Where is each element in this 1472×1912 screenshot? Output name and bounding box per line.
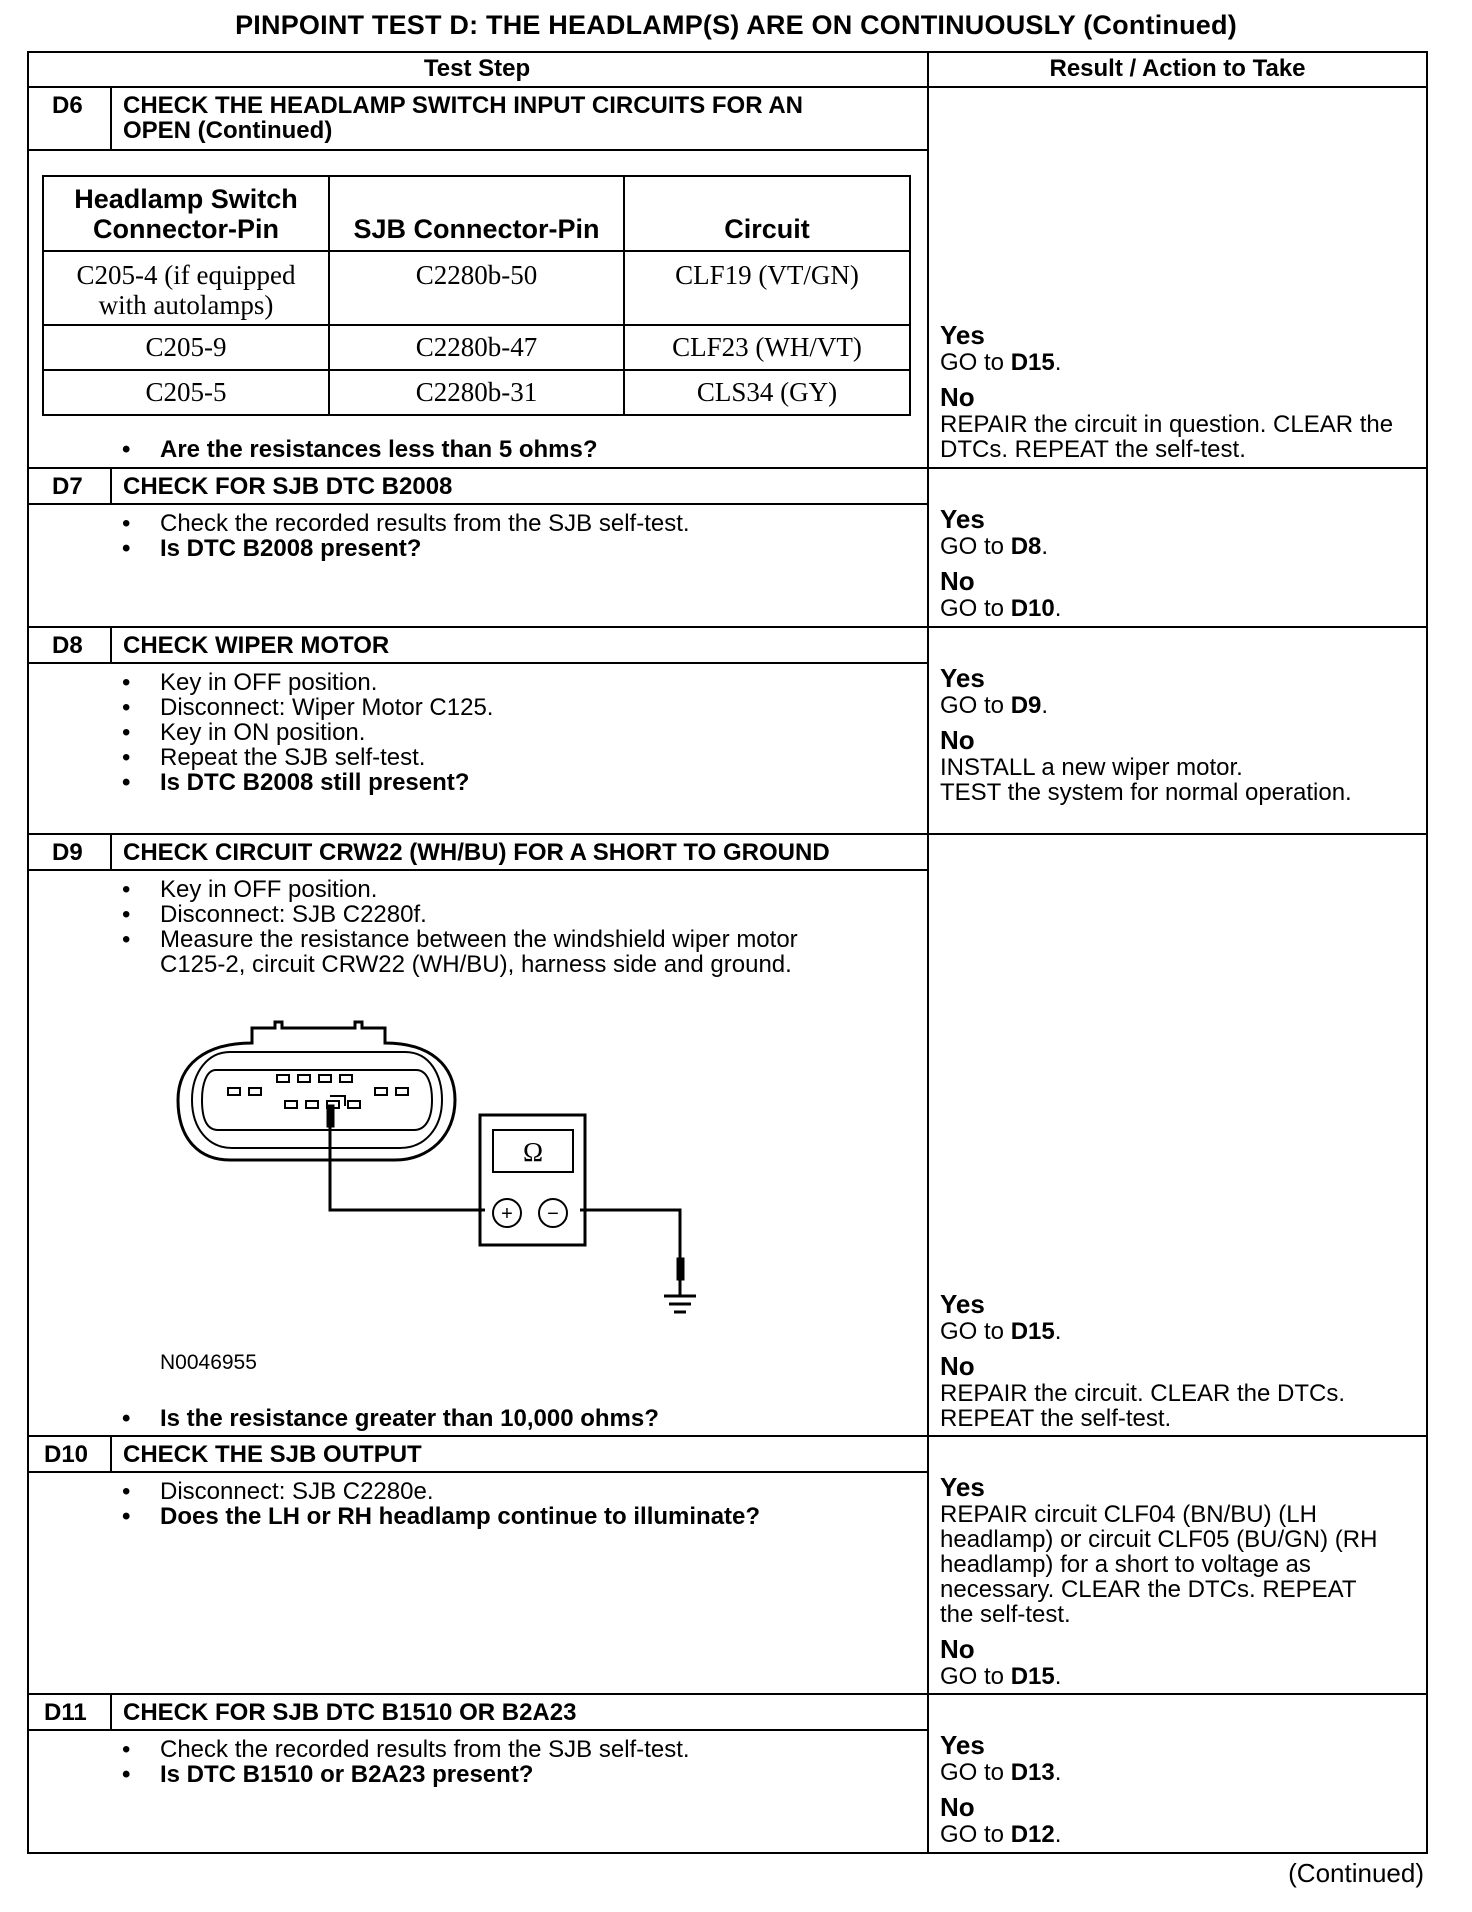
- result-no-action-line2: TEST the system for normal operation.: [940, 779, 1352, 806]
- pin-cell: C2280b-50: [329, 251, 624, 325]
- pin-cell: CLF19 (VT/GN): [624, 251, 910, 325]
- result-no-label: No: [940, 1351, 975, 1381]
- result-yes-action: GO to D13.: [940, 1759, 1062, 1786]
- step-question-d10: • Does the LH or RH headlamp continue to illuminate?: [122, 1503, 761, 1530]
- result-no-label: No: [940, 382, 975, 412]
- test-lead-positive: [330, 1126, 485, 1210]
- result-no-label: No: [940, 1792, 975, 1822]
- result-no-action-line2: DTCs. REPEAT the self-test.: [940, 436, 1246, 463]
- result-no-label: No: [940, 1634, 975, 1664]
- step-instruction: • Measure the resistance between the windshield wiper motor: [122, 926, 798, 953]
- step-heading-d6: CHECK THE HEADLAMP SWITCH INPUT CIRCUITS FOR AN: [123, 92, 803, 119]
- result-yes-label: Yes: [940, 1472, 985, 1502]
- result-no-action: REPAIR the circuit in question. CLEAR the: [940, 411, 1394, 438]
- step-instruction: • Check the recorded results from the SJB self-test.: [122, 1736, 690, 1763]
- ohm-icon: Ω: [522, 1137, 544, 1167]
- step-question-d11: • Is DTC B1510 or B2A23 present?: [122, 1761, 534, 1788]
- result-no-action: GO to D12.: [940, 1821, 1062, 1848]
- plus-icon: +: [501, 1203, 513, 1225]
- result-yes-action-line: necessary. CLEAR the DTCs. REPEAT: [940, 1576, 1357, 1603]
- result-yes-action: GO to D8.: [940, 533, 1049, 560]
- step-question-d9: • Is the resistance greater than 10,000 ohms?: [122, 1405, 659, 1432]
- result-no-label: No: [940, 725, 975, 755]
- result-yes-action: GO to D15.: [940, 349, 1062, 376]
- step-heading-d10: CHECK THE SJB OUTPUT: [123, 1441, 422, 1468]
- step-id-d6: D6: [52, 92, 83, 119]
- step-instruction: • Key in ON position.: [122, 719, 366, 746]
- result-yes-action-line: the self-test.: [940, 1601, 1071, 1628]
- ground-icon: [664, 1296, 696, 1312]
- result-yes-label: Yes: [940, 1289, 985, 1319]
- minus-icon: −: [547, 1203, 559, 1225]
- result-no-label: No: [940, 566, 975, 596]
- step-id-d10: D10: [44, 1441, 89, 1468]
- step-instruction: • Disconnect: Wiper Motor C125.: [122, 694, 494, 721]
- figure-id: N0046955: [160, 1351, 257, 1374]
- step-heading-d9: CHECK CIRCUIT CRW22 (WH/BU) FOR A SHORT TO GROUND: [123, 839, 830, 866]
- column-header-result: Result / Action to Take: [1049, 55, 1306, 82]
- result-yes-label: Yes: [940, 663, 985, 693]
- result-no-action: INSTALL a new wiper motor.: [940, 754, 1243, 781]
- test-lead-negative: [580, 1210, 680, 1260]
- pin-cell: C205-5: [43, 370, 329, 415]
- step-id-d7: D7: [52, 473, 83, 500]
- pin-table-header-switch: Headlamp Switch Connector-Pin: [43, 176, 329, 251]
- step-instruction: • Disconnect: SJB C2280f.: [122, 901, 427, 928]
- result-yes-label: Yes: [940, 1730, 985, 1760]
- result-yes-action: GO to D9.: [940, 692, 1049, 719]
- step-question-d8: • Is DTC B2008 still present?: [122, 769, 470, 796]
- pin-cell: C2280b-31: [329, 370, 624, 415]
- connector-body: [178, 1022, 455, 1160]
- step-instruction-line2: C125-2, circuit CRW22 (WH/BU), harness side and ground.: [160, 951, 792, 978]
- step-question-d6: • Are the resistances less than 5 ohms?: [122, 436, 598, 463]
- pin-cell: CLF23 (WH/VT): [624, 325, 910, 370]
- step-heading-d6-line2: OPEN (Continued): [123, 117, 333, 144]
- result-yes-action-line: headlamp) or circuit CLF05 (BU/GN) (RH: [940, 1526, 1378, 1553]
- step-heading-d8: CHECK WIPER MOTOR: [123, 632, 390, 659]
- result-no-action: REPAIR the circuit. CLEAR the DTCs.: [940, 1380, 1345, 1407]
- step-instruction: • Check the recorded results from the SJB self-test.: [122, 510, 690, 537]
- result-yes-label: Yes: [940, 504, 985, 534]
- pin-table-header-circuit: Circuit: [624, 176, 910, 251]
- step-instruction: • Key in OFF position.: [122, 876, 378, 903]
- pin-cell: C205-4 (if equipped with autolamps): [43, 251, 329, 325]
- step-instruction: • Disconnect: SJB C2280e.: [122, 1478, 434, 1505]
- column-header-test-step: Test Step: [423, 55, 531, 82]
- pin-cell: C205-9: [43, 325, 329, 370]
- pin-table-header-sjb: SJB Connector-Pin: [329, 176, 624, 251]
- step-instruction: • Repeat the SJB self-test.: [122, 744, 426, 771]
- result-yes-action: GO to D15.: [940, 1318, 1062, 1345]
- step-heading-d7: CHECK FOR SJB DTC B2008: [123, 473, 453, 500]
- pin-cell: CLS34 (GY): [624, 370, 910, 415]
- result-no-action: GO to D15.: [940, 1663, 1062, 1690]
- step-id-d11: D11: [44, 1699, 87, 1726]
- result-no-action-line2: REPEAT the self-test.: [940, 1405, 1172, 1432]
- step-id-d9: D9: [52, 839, 83, 866]
- result-yes-label: Yes: [940, 320, 985, 350]
- step-question-d7: • Is DTC B2008 present?: [122, 535, 422, 562]
- ohmmeter: [480, 1115, 585, 1245]
- result-yes-action-line: headlamp) for a short to voltage as: [940, 1551, 1311, 1578]
- step-heading-d11: CHECK FOR SJB DTC B1510 OR B2A23: [123, 1699, 577, 1726]
- result-no-action: GO to D10.: [940, 595, 1062, 622]
- continued-note: (Continued): [1288, 1858, 1424, 1888]
- step-instruction: • Key in OFF position.: [122, 669, 378, 696]
- pin-cell: C2280b-47: [329, 325, 624, 370]
- page-title: PINPOINT TEST D: THE HEADLAMP(S) ARE ON CONTINUOUSLY (Continued): [235, 10, 1237, 40]
- step-id-d8: D8: [52, 632, 83, 659]
- result-yes-action: REPAIR circuit CLF04 (BN/BU) (LH: [940, 1501, 1317, 1528]
- connector-pins: [228, 1075, 408, 1108]
